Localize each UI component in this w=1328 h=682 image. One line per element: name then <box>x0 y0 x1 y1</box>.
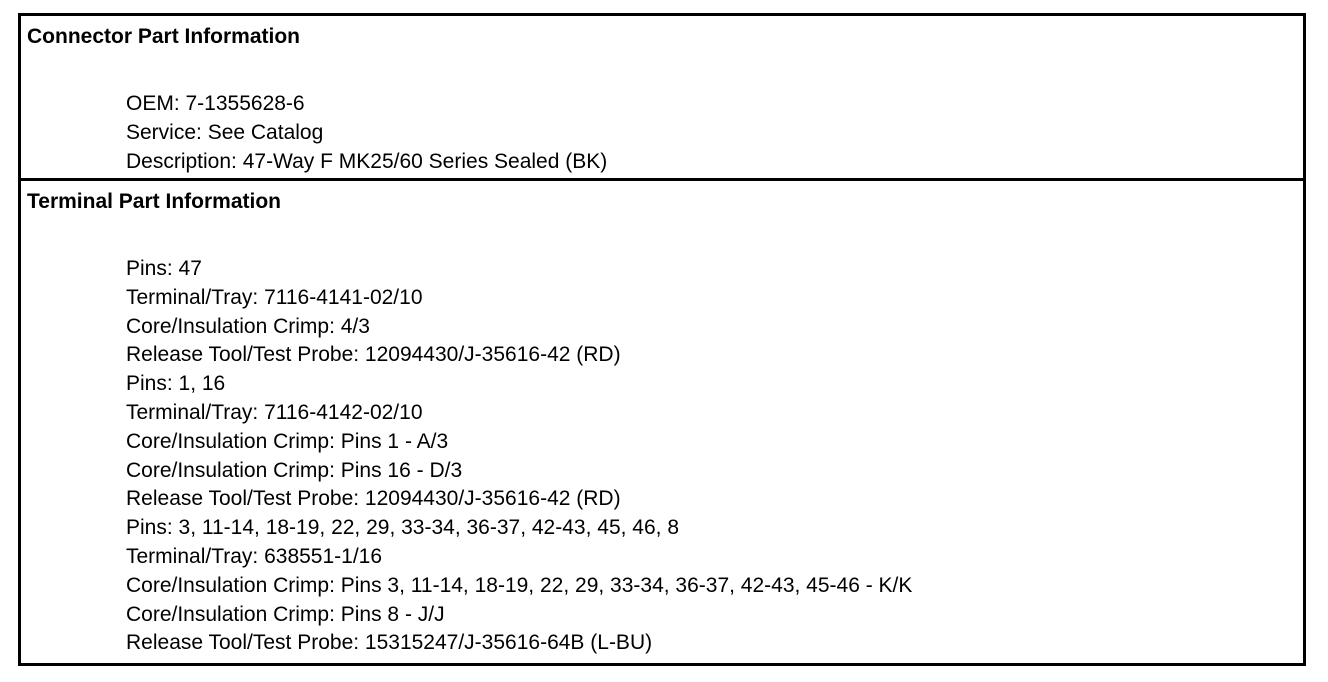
connector-section-title: Connector Part Information <box>27 25 301 48</box>
terminal-info-line: Core/Insulation Crimp: Pins 1 - A/3 <box>126 429 449 453</box>
connector-service-line: Service: See Catalog <box>126 120 324 144</box>
terminal-info-line: Pins: 47 <box>126 257 202 280</box>
terminal-info-line: Pins: 3, 11-14, 18-19, 22, 29, 33-34, 36-37, 42-43, 45, 46, 8 <box>126 516 679 540</box>
connector-info-list <box>126 90 607 176</box>
connector-description-line: Description: 47-Way F MK25/60 Series Sealed (BK) <box>126 149 608 173</box>
terminal-info-line: Core/Insulation Crimp: 4/3 <box>126 314 370 338</box>
terminal-info-line: Core/Insulation Crimp: Pins 8 - J/J <box>126 602 445 626</box>
terminal-info-list <box>126 255 912 658</box>
terminal-info-line: Release Tool/Test Probe: 12094430/J-35616-42 (RD) <box>126 487 621 511</box>
terminal-info-line: Release Tool/Test Probe: 12094430/J-35616-42 (RD) <box>126 343 621 367</box>
terminal-info-line: Terminal/Tray: 7116-4142-02/10 <box>126 400 423 424</box>
part-information-table <box>18 13 1306 666</box>
terminal-info-line: Terminal/Tray: 638551-1/16 <box>126 544 383 568</box>
terminal-part-section <box>21 181 1303 663</box>
terminal-info-line: Pins: 1, 16 <box>126 372 226 396</box>
terminal-info-line: Core/Insulation Crimp: Pins 16 - D/3 <box>126 458 463 482</box>
terminal-info-line: Core/Insulation Crimp: Pins 3, 11-14, 18-19, 22, 29, 33-34, 36-37, 42-43, 45-46 - K/K <box>126 573 913 597</box>
terminal-section-title: Terminal Part Information <box>27 190 281 213</box>
connector-part-section <box>21 16 1303 181</box>
connector-oem-line: OEM: 7-1355628-6 <box>126 92 305 115</box>
terminal-info-line: Terminal/Tray: 7116-4141-02/10 <box>126 285 423 309</box>
terminal-info-line: Release Tool/Test Probe: 15315247/J-35616-64B (L-BU) <box>126 631 653 655</box>
